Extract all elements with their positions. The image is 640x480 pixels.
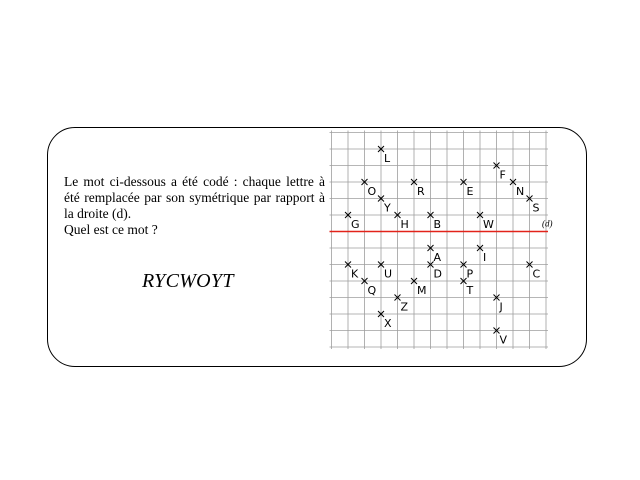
point-label: G	[351, 218, 360, 231]
point-label: N	[516, 185, 525, 198]
point-label: J	[499, 300, 503, 314]
point-label: C	[532, 267, 541, 281]
point-label: L	[384, 152, 391, 165]
point-label: R	[417, 185, 425, 198]
point-label: O	[367, 185, 377, 198]
point-label: D	[433, 267, 442, 281]
instruction-text: Le mot ci-dessous a été codé : chaque lettre à été remplacée par son symétrique par rapport à la droite (d).	[64, 174, 325, 221]
point-label: T	[466, 284, 474, 297]
point-label: U	[384, 267, 393, 281]
point-label: I	[483, 251, 487, 264]
point-label: E	[466, 185, 474, 198]
point-label: X	[384, 317, 392, 330]
grid-lines	[330, 131, 549, 350]
point-label: P	[466, 267, 474, 281]
point-label: F	[499, 168, 506, 182]
point-label: Y	[384, 201, 391, 215]
point-label: H	[400, 218, 409, 231]
point-label: S	[532, 201, 540, 215]
points-layer	[345, 146, 541, 347]
point-label: Z	[400, 300, 409, 314]
point-label: M	[417, 284, 427, 297]
coded-word: RYCWOYT	[142, 270, 234, 292]
point-label: A	[433, 251, 442, 264]
point-label: B	[433, 218, 442, 231]
question-text: Quel est ce mot ?	[64, 222, 158, 237]
point-label: W	[483, 218, 494, 231]
axis-label: (d)	[542, 218, 553, 229]
point-label: Q	[367, 284, 377, 297]
point-label: V	[499, 333, 508, 347]
point-label: K	[351, 267, 359, 281]
